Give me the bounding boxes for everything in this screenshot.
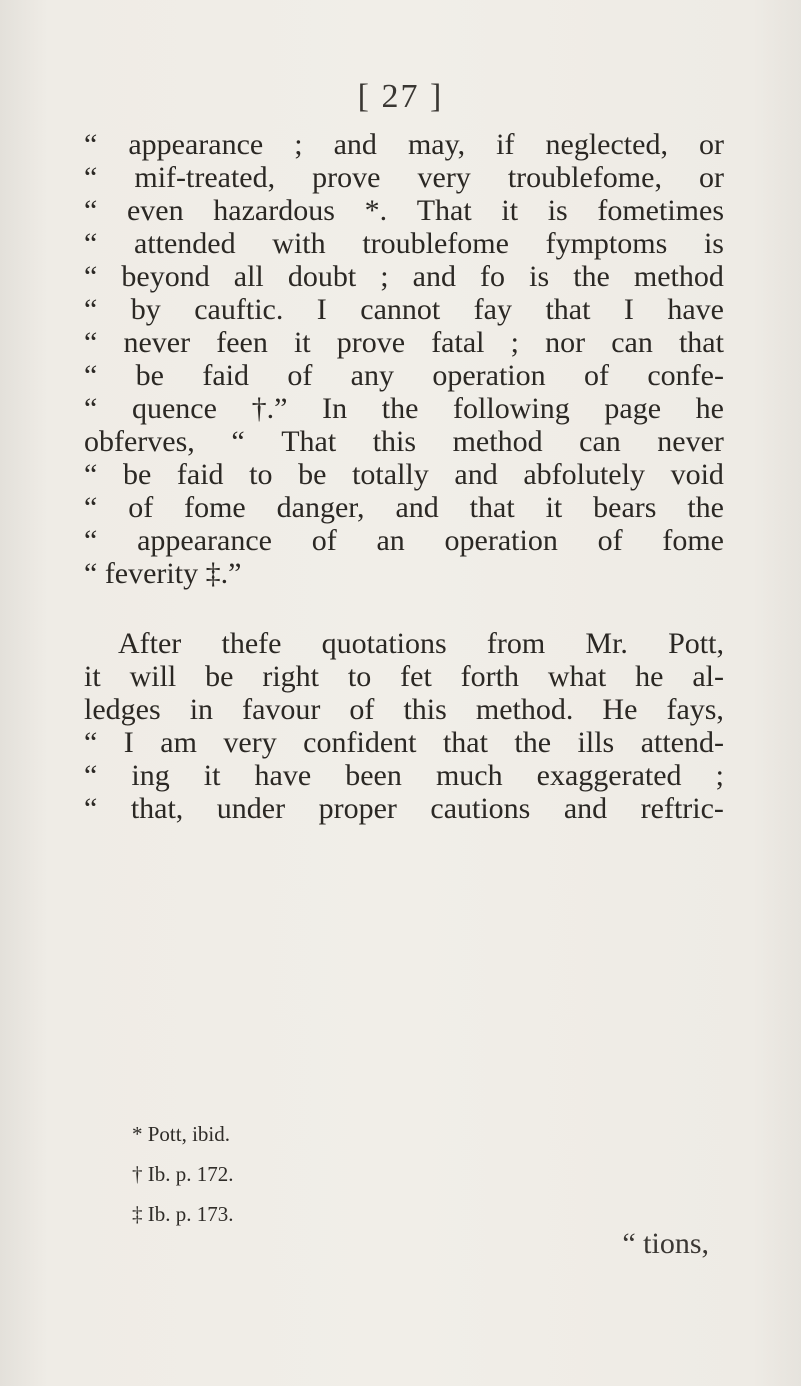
word: cauftic. [194,293,284,326]
text-line [84,359,724,392]
text-line [84,693,724,726]
word: favour [242,693,321,726]
word: nor [545,326,586,359]
word: ; [510,326,519,359]
word: ; [294,128,303,161]
paragraph-gap [84,590,724,627]
word: can [579,425,621,458]
word: doubt [287,260,357,293]
word: void [670,458,724,491]
word: even [126,194,184,227]
word: is [529,260,550,293]
text-line [84,524,724,557]
word: fometimes [597,194,724,227]
word: that [545,293,591,326]
word: That [416,194,472,227]
word: or [698,128,724,161]
word: that [442,726,488,759]
word: “ [84,491,98,524]
word: method [633,260,724,293]
word: feen [216,326,268,359]
word: what [547,660,607,693]
word: confident [303,726,417,759]
word: Pott, [668,627,724,660]
word: faid [176,458,224,491]
word: obferves, [84,425,195,458]
word: the [687,491,724,524]
word: abfolutely [523,458,645,491]
word: quence [131,392,217,425]
word: “ [84,726,98,759]
word: to [347,660,372,693]
word: all [233,260,264,293]
word: this [372,425,417,458]
word: any [350,359,394,392]
word: *. [364,194,388,227]
word: appearance [137,524,272,557]
text-line [84,726,724,759]
word: thefe [221,627,282,660]
word: with [272,227,326,260]
word: page [604,392,662,425]
word: to [249,458,273,491]
text-line [84,293,724,326]
word: he [635,660,664,693]
word: following [453,392,570,425]
word: by [130,293,161,326]
word: be [298,458,327,491]
word: faid [202,359,249,392]
word: of [128,491,154,524]
word: that [678,326,724,359]
word: can [611,326,653,359]
word: beyond [121,260,210,293]
word: the [514,726,552,759]
word: troublefome [362,227,509,260]
word: the [573,260,610,293]
word: of [311,524,337,557]
word: confe- [647,359,724,392]
footnote: ‡ Ib. p. 173. [132,1202,234,1226]
word: fet [400,660,432,693]
word: method [452,425,543,458]
word: “ [84,359,98,392]
word: been [345,759,402,792]
word: fome [662,524,724,557]
word: reftric- [640,792,724,825]
word: cautions [430,792,531,825]
word: and [412,260,456,293]
text-line [84,326,724,359]
footnote: * Pott, ibid. [132,1122,231,1146]
text-line [84,194,724,227]
word: ledges [84,693,161,726]
word: al- [692,660,724,693]
word: method. [475,693,574,726]
word: ; [380,260,389,293]
word: “ [84,161,98,194]
word: “ [84,293,98,326]
word: attended [134,227,236,260]
word: ills [577,726,615,759]
word: have [667,293,724,326]
text-line [84,660,724,693]
word: that [469,491,515,524]
word: cannot [360,293,441,326]
word: of [583,359,609,392]
text-line [84,425,724,458]
word: of [349,693,375,726]
word: danger, [276,491,365,524]
word: is [547,194,568,227]
word: am [160,726,197,759]
word: mif-treated, [134,161,276,194]
word: if [496,128,515,161]
word: that, [130,792,184,825]
word: “ [84,792,98,825]
body-text [84,128,724,825]
word: be [205,660,234,693]
word: bears [593,491,657,524]
word: fymptoms [545,227,668,260]
word: “ [84,759,98,792]
text-line [84,260,724,293]
word: “ [84,458,98,491]
text-line [84,128,724,161]
word: and [395,491,439,524]
word: it [293,326,311,359]
footnote: † Ib. p. 172. [132,1162,234,1186]
text-line [84,491,724,524]
word: I [623,293,634,326]
word: “ [84,524,98,557]
word: totally [352,458,429,491]
word: “ [84,194,98,227]
word: never [123,326,191,359]
word: Mr. [585,627,628,660]
word: fo [480,260,506,293]
text-line [84,392,724,425]
word: it [203,759,221,792]
word: prove [312,161,381,194]
word: it [501,194,519,227]
word: of [287,359,313,392]
word: will [129,660,177,693]
text-line: “ feverity ‡.” [84,557,242,590]
word: forth [460,660,519,693]
word: an [376,524,405,557]
word: He [602,693,638,726]
text-line [84,792,724,825]
word: fay [473,293,512,326]
text-line [84,227,724,260]
word: hazardous [213,194,335,227]
catchword: “ tions, [622,1227,709,1260]
word: may, [407,128,466,161]
word: it [545,491,563,524]
word: ; [715,759,724,792]
word: the [381,392,419,425]
word: “ [84,392,98,425]
word: under [216,792,286,825]
word: attend- [640,726,724,759]
word: be [135,359,164,392]
word: operation [432,359,546,392]
word: this [403,693,447,726]
word: exaggerated [536,759,682,792]
word: he [695,392,724,425]
word: “ [84,227,98,260]
word: prove [336,326,406,359]
word: is [703,227,724,260]
text-line [84,627,724,660]
word: proper [318,792,397,825]
word: troublefome, [507,161,662,194]
word: That [281,425,337,458]
word: †.” [251,392,288,425]
word: never [657,425,724,458]
word: right [262,660,320,693]
word: of [597,524,623,557]
word: I [316,293,327,326]
word: and [454,458,498,491]
word: fays, [666,693,724,726]
footnotes [132,1114,234,1234]
word: have [254,759,312,792]
word: quotations [321,627,447,660]
word: “ [84,128,98,161]
word: fatal [431,326,485,359]
word: I [123,726,134,759]
word: very [223,726,277,759]
word: and [563,792,608,825]
word: fome [184,491,246,524]
word: “ [84,326,98,359]
word: appearance [128,128,264,161]
text-line [84,458,724,491]
word: “ [231,425,245,458]
word: from [486,627,546,660]
word: be [122,458,152,491]
word: ing [131,759,170,792]
word: After [118,627,182,660]
word: and [333,128,377,161]
word: “ [84,260,98,293]
word: neglected, [545,128,668,161]
word: in [189,693,214,726]
word: very [417,161,471,194]
word: or [699,161,724,194]
word: operation [444,524,558,557]
word: it [84,660,101,693]
word: In [322,392,348,425]
page-header: [ 27 ] [357,78,444,115]
text-line [84,161,724,194]
text-line [84,759,724,792]
word: much [435,759,503,792]
